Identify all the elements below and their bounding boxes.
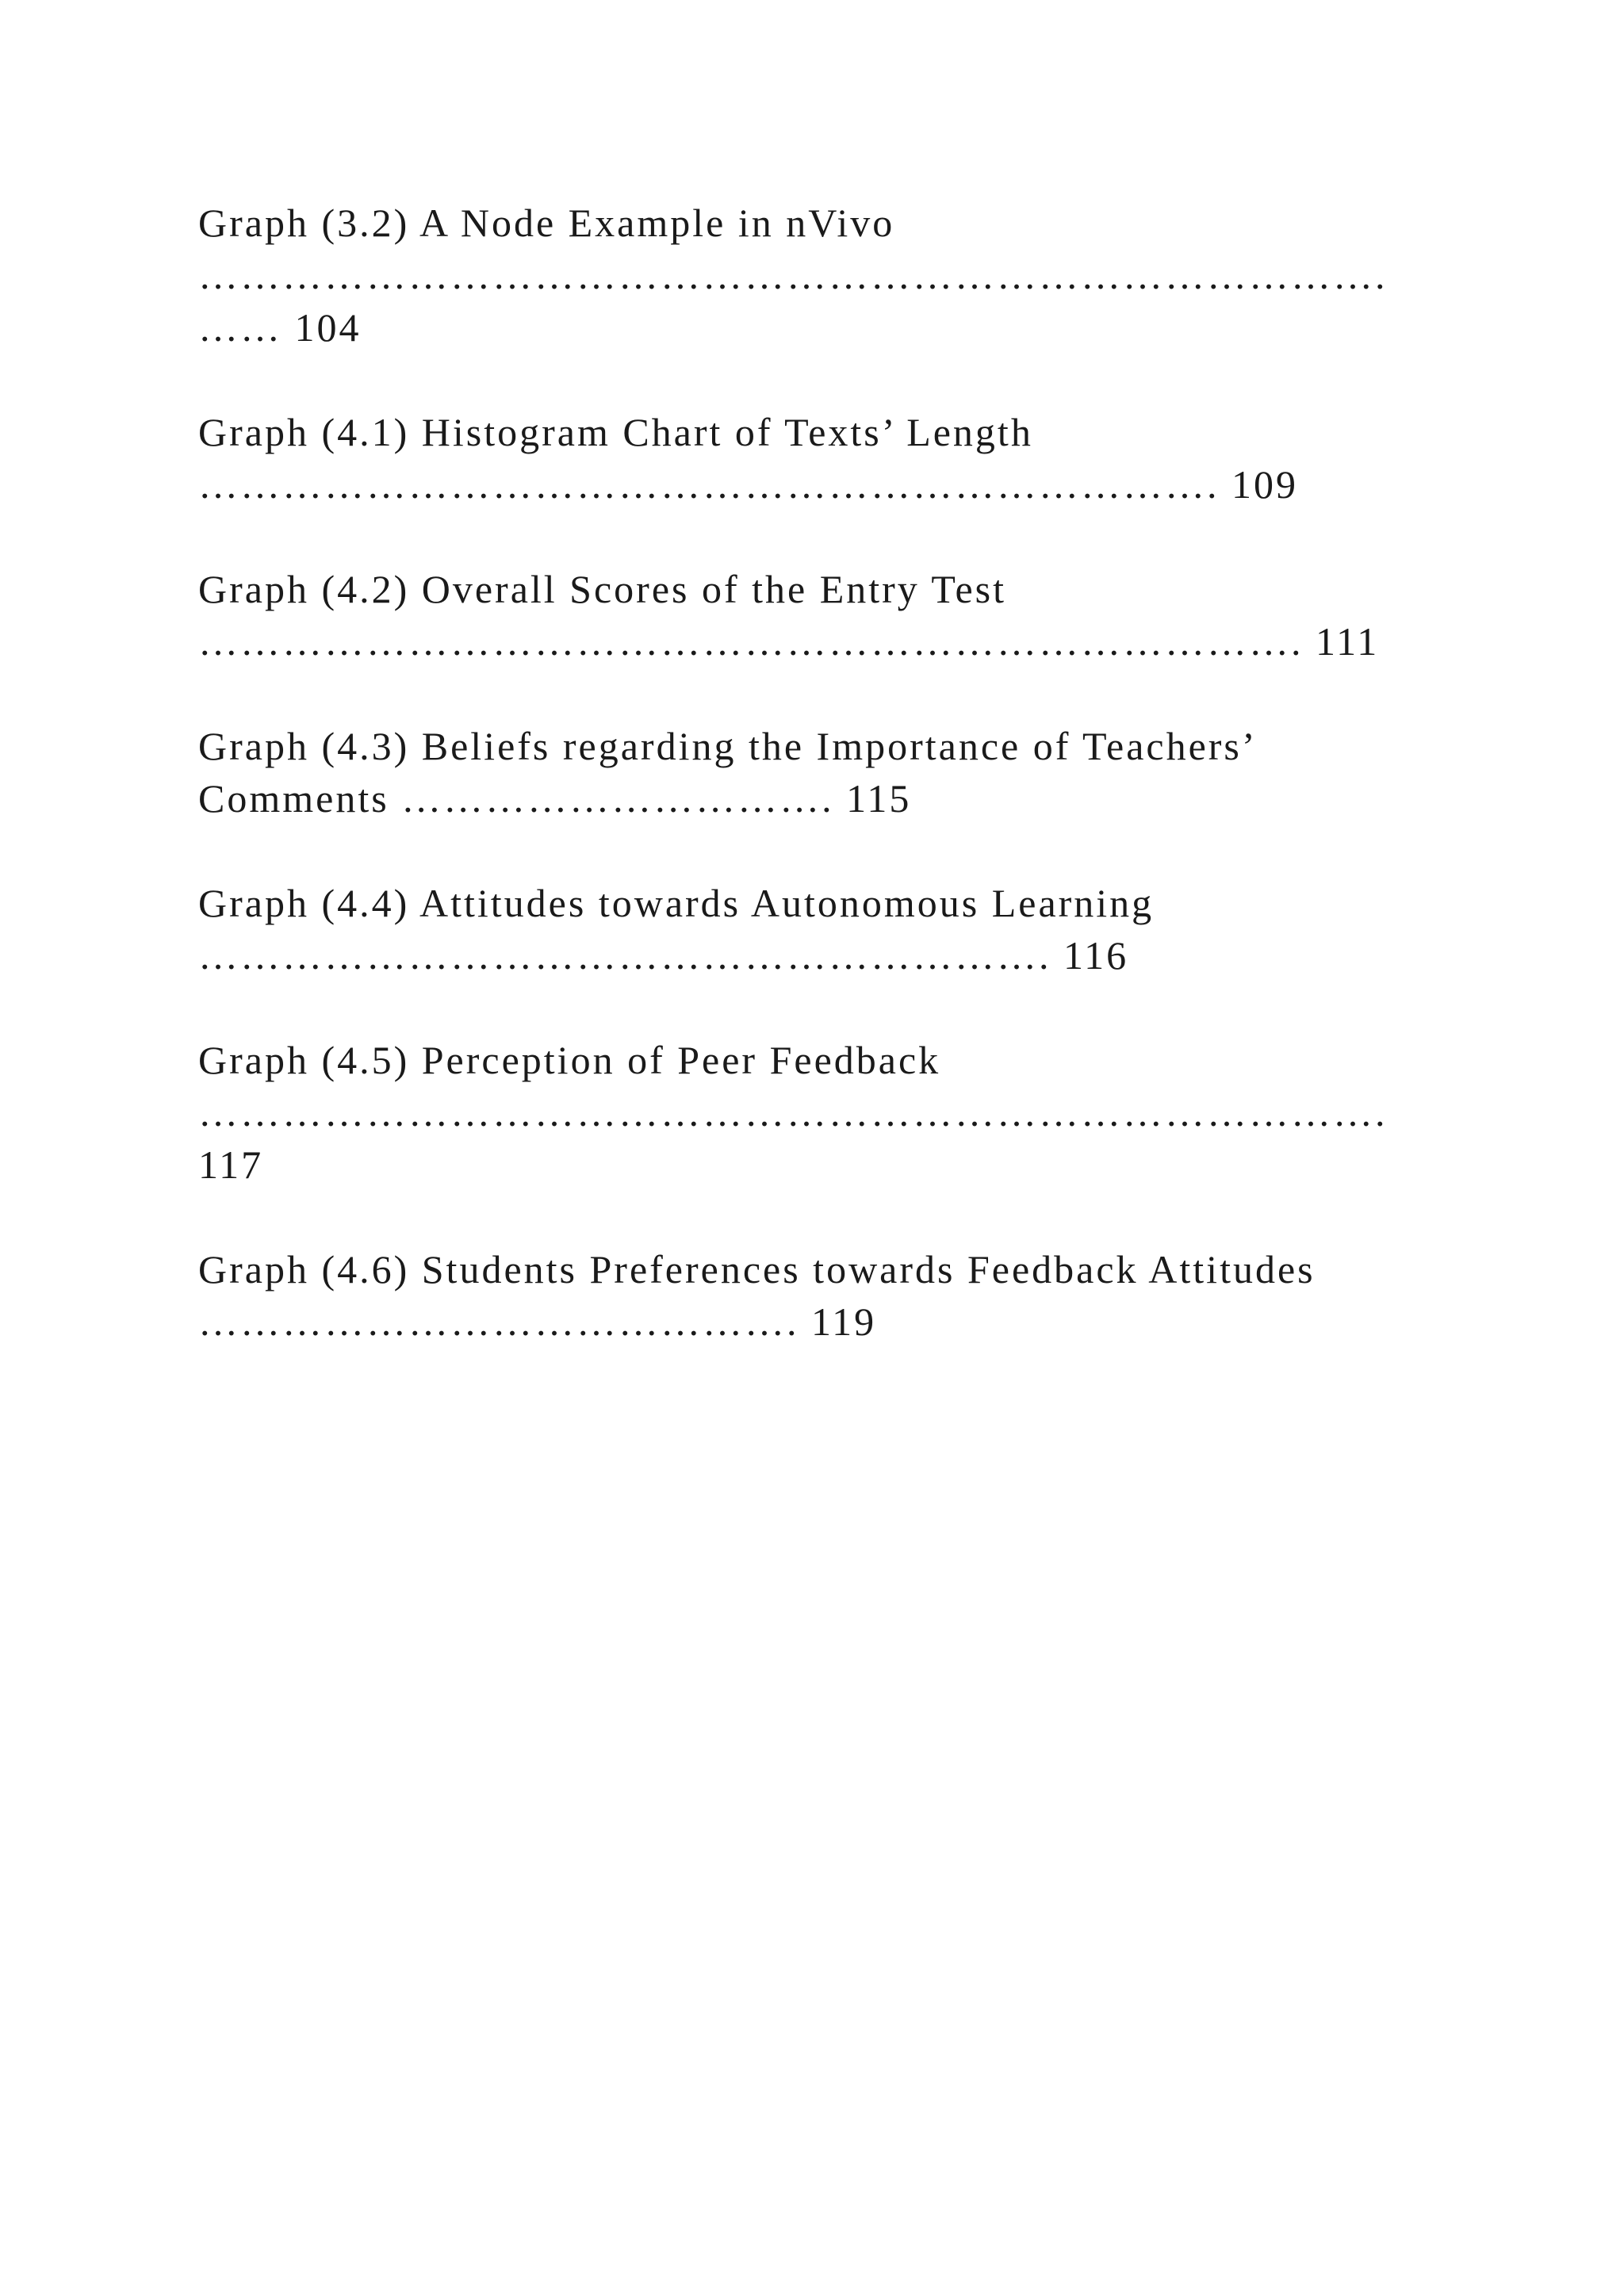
toc-entry [198,197,1435,354]
toc-entry [198,406,1435,511]
entry-leader: ……………………………………. 119 [198,1299,877,1344]
entry-page: 117 [198,1142,264,1187]
toc-entry [198,720,1435,825]
entry-page: …… 104 [198,305,362,350]
toc-entry [198,1034,1435,1191]
entry-title: Graph (4.6) Students Preferences towards Feedback Attitudes [198,1247,1316,1292]
entry-leader: …………………………………………………………………………. [198,1090,1388,1135]
toc-entry [198,1243,1435,1348]
entry-leader: ……………………………………………………. 116 [198,933,1129,978]
entry-leader: ……………………………………………………………………. 111 [198,619,1380,664]
entry-title: Graph (4.3) Beliefs regarding the Importance of Teachers’ [198,724,1258,768]
entry-leader: ………………………………………………………………. 109 [198,462,1298,507]
entry-title: Graph (4.4) Attitudes towards Autonomous Learning [198,881,1155,925]
entry-title: Graph (3.2) A Node Example in nVivo [198,201,895,245]
entry-leader: …………………………………………………………………………. [198,253,1388,297]
toc-entry [198,563,1435,668]
entry-leader: Comments …………………………. 115 [198,776,912,821]
toc-entry [198,877,1435,982]
entry-title: Graph (4.5) Perception of Peer Feedback [198,1038,941,1082]
entry-title: Graph (4.2) Overall Scores of the Entry Test [198,567,1006,611]
entry-title: Graph (4.1) Histogram Chart of Texts’ Length [198,410,1033,454]
